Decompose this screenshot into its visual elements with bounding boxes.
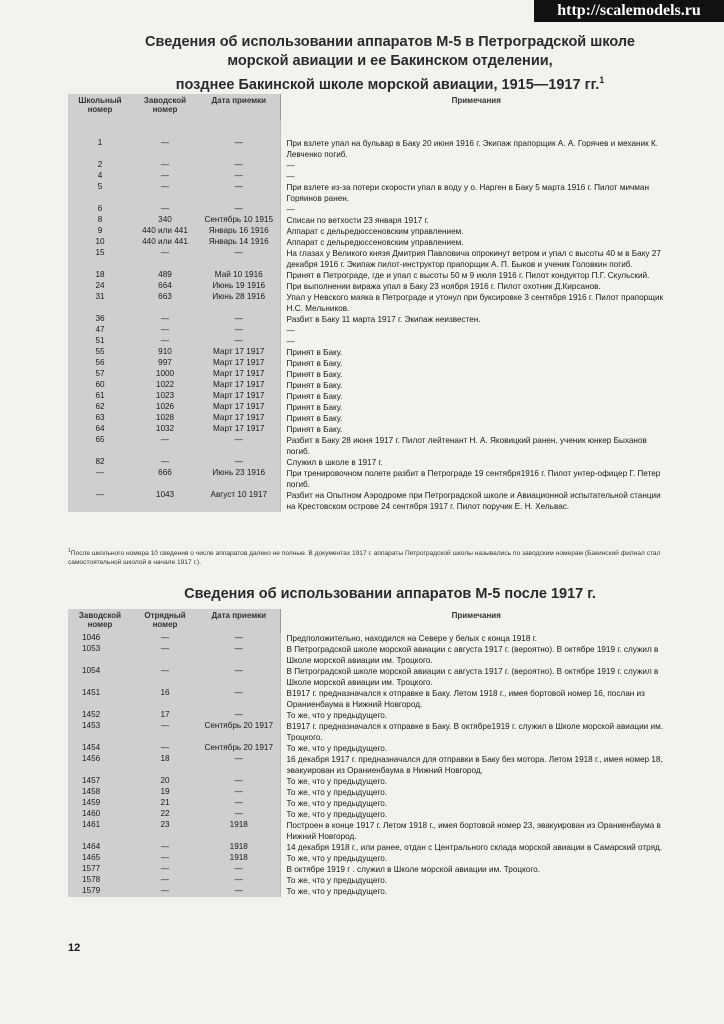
cell-c3: — (198, 171, 280, 182)
table-row (68, 171, 672, 182)
cell-c3: — (198, 688, 280, 710)
cell-c1: 18 (68, 270, 132, 281)
t1-header-school-no: Школьный номер (78, 96, 122, 114)
cell-c1: 61 (68, 391, 132, 402)
table-row (68, 787, 672, 798)
cell-c3: — (198, 314, 280, 325)
table-row (68, 688, 672, 710)
cell-c1: 64 (68, 424, 132, 435)
cell-c1: 1461 (68, 820, 132, 842)
cell-c3: Март 17 1917 (198, 424, 280, 435)
cell-c2: 18 (132, 754, 198, 776)
cell-c1: 6 (68, 204, 132, 215)
cell-c2: — (132, 314, 198, 325)
cell-c3: — (198, 325, 280, 336)
cell-note: Разбит на Опытном Аэродроме при Петроградской школе и Авиационной испытательной станции на Крестовском острове 24 сентября 1917 г. Пилот поручик Е. Н. Хельвас. (280, 490, 672, 512)
table-row (68, 424, 672, 435)
table-row (68, 204, 672, 215)
table-row (68, 633, 672, 644)
page-number: 12 (68, 942, 81, 954)
t1-header-date: Дата приемки (211, 96, 267, 105)
table-row (68, 875, 672, 886)
cell-note: То же, что у предыдущего. (280, 798, 672, 809)
cell-note: Построен в конце 1917 г. Летом 1918 г., имея бортовой номер 23, эвакуирован из Ораниенбаума в Нижний Новгород. (280, 820, 672, 842)
cell-c1: 1458 (68, 787, 132, 798)
cell-c3: — (198, 138, 280, 160)
title1-line3 (110, 71, 670, 95)
cell-c3: — (198, 457, 280, 468)
table-row (68, 182, 672, 204)
cell-c1: 1454 (68, 743, 132, 754)
t1-header-factory-no: Заводской номер (143, 96, 187, 114)
cell-c1: 9 (68, 226, 132, 237)
cell-c2: — (132, 204, 198, 215)
table-row (68, 457, 672, 468)
table1-spacer (68, 120, 672, 138)
cell-note: Аппарат с дельредюссеновским управлением. (280, 226, 672, 237)
cell-c3: Март 17 1917 (198, 347, 280, 358)
cell-c2: 440 или 441 (132, 237, 198, 248)
cell-note: Разбит в Баку 28 июня 1917 г. Пилот лейтенант Н. А. Яковицкий ранен, ученик юнкер Быханов погиб. (280, 435, 672, 457)
cell-c2: — (132, 435, 198, 457)
cell-c3: — (198, 633, 280, 644)
cell-c3: — (198, 182, 280, 204)
table-row (68, 358, 672, 369)
cell-c2: — (132, 743, 198, 754)
cell-c2: 440 или 441 (132, 226, 198, 237)
cell-c2: — (132, 864, 198, 875)
cell-c1: 1452 (68, 710, 132, 721)
table-row (68, 237, 672, 248)
table-row (68, 380, 672, 391)
cell-c3: Август 10 1917 (198, 490, 280, 512)
cell-c3: — (198, 864, 280, 875)
table-row (68, 644, 672, 666)
cell-c1: 8 (68, 215, 132, 226)
cell-note: То же, что у предыдущего. (280, 853, 672, 864)
cell-c3: Март 17 1917 (198, 413, 280, 424)
cell-c2: 23 (132, 820, 198, 842)
cell-note: Принят в Баку. (280, 358, 672, 369)
cell-note: Предположительно, находился на Севере у белых с конца 1918 г. (280, 633, 672, 644)
t2-header-unit-no: Отрядный номер (144, 611, 186, 629)
table-row (68, 281, 672, 292)
cell-c1: 2 (68, 160, 132, 171)
table-row (68, 743, 672, 754)
cell-c3: — (198, 798, 280, 809)
cell-note: При тренировочном полете разбит в Петрограде 19 сентября1916 г. Пилот унтер-офицер Г. Петер погиб. (280, 468, 672, 490)
cell-c1: — (68, 490, 132, 512)
title1-line3-text: позднее Бакинской школе морской авиации, 1915—1917 гг. (175, 76, 600, 93)
cell-c2: 666 (132, 468, 198, 490)
cell-note: При взлете упал на бульвар в Баку 20 июня 1916 г. Экипаж прапорщик А. А. Горячев и механик К. Левченко погиб. (280, 138, 672, 160)
table-row (68, 270, 672, 281)
table-row (68, 864, 672, 875)
table2-body (68, 633, 672, 897)
cell-c3: Май 10 1916 (198, 270, 280, 281)
cell-note: Принят в Баку. (280, 380, 672, 391)
title1-line1: Сведения об использовании аппаратов М-5 в Петроградской школе (145, 34, 635, 50)
cell-c2: — (132, 336, 198, 347)
table1 (68, 94, 672, 512)
footnote (68, 547, 668, 567)
table-row (68, 248, 672, 270)
cell-note: Принят в Баку. (280, 424, 672, 435)
cell-c1: 1054 (68, 666, 132, 688)
cell-note: То же, что у предыдущего. (280, 809, 672, 820)
t2-header-notes: Примечания (280, 609, 672, 633)
cell-c3: — (198, 710, 280, 721)
cell-c1: 36 (68, 314, 132, 325)
cell-c2: 19 (132, 787, 198, 798)
table-row (68, 490, 672, 512)
cell-c1: 1464 (68, 842, 132, 853)
cell-c2: — (132, 644, 198, 666)
cell-c1: 47 (68, 325, 132, 336)
cell-note: В Петроградской школе морской авиации с августа 1917 г. (вероятно). В октябре 1919 г. служил в Школе морской авиации им. Троцкого. (280, 666, 672, 688)
cell-c3: — (198, 248, 280, 270)
cell-note: — (280, 325, 672, 336)
cell-c1: 4 (68, 171, 132, 182)
cell-c3: — (198, 809, 280, 820)
cell-c2: 16 (132, 688, 198, 710)
cell-c1: 1046 (68, 633, 132, 644)
cell-c1: 5 (68, 182, 132, 204)
cell-c2: — (132, 721, 198, 743)
title1-footnote-mark: 1 (599, 75, 605, 85)
cell-note: — (280, 171, 672, 182)
cell-c3: — (198, 644, 280, 666)
cell-c2: — (132, 875, 198, 886)
cell-c3: — (198, 787, 280, 798)
table-row (68, 776, 672, 787)
cell-note: То же, что у предыдущего. (280, 710, 672, 721)
table-row (68, 314, 672, 325)
cell-c3: Январь 16 1916 (198, 226, 280, 237)
cell-note: Принят в Баку. (280, 369, 672, 380)
cell-note: Принят в Петрограде, где и упал с высоты 50 м 9 июля 1916 г. Пилот кондуктор П.Г. Скульский. (280, 270, 672, 281)
cell-note: Принят в Баку. (280, 413, 672, 424)
cell-c2: 489 (132, 270, 198, 281)
cell-c2: 1022 (132, 380, 198, 391)
cell-c2: — (132, 138, 198, 160)
cell-c2: — (132, 160, 198, 171)
cell-c3: 1918 (198, 853, 280, 864)
cell-c2: 20 (132, 776, 198, 787)
cell-c1: 1456 (68, 754, 132, 776)
cell-note: В октябре 1919 г . служил в Школе морской авиации им. Троцкого. (280, 864, 672, 875)
cell-c2: — (132, 325, 198, 336)
cell-c3: Январь 14 1916 (198, 237, 280, 248)
cell-c3: Март 17 1917 (198, 402, 280, 413)
cell-c1: 1460 (68, 809, 132, 820)
cell-c3: — (198, 754, 280, 776)
cell-c3: — (198, 776, 280, 787)
table-row (68, 853, 672, 864)
cell-note: При выполнении виража упал в Баку 23 ноября 1916 г. Пилот охотник Д.Кирсанов. (280, 281, 672, 292)
table-row (68, 886, 672, 897)
cell-c1: 56 (68, 358, 132, 369)
cell-c1: 57 (68, 369, 132, 380)
cell-c3: Март 17 1917 (198, 358, 280, 369)
cell-c2: — (132, 457, 198, 468)
cell-c2: 340 (132, 215, 198, 226)
cell-note: В1917 г. предназначался к отправке в Баку. Летом 1918 г., имея бортовой номер 16, послан из Ораниенбаума в Нижний Новгород. (280, 688, 672, 710)
table-row (68, 809, 672, 820)
cell-c2: 21 (132, 798, 198, 809)
table-row (68, 391, 672, 402)
table-row (68, 666, 672, 688)
cell-note: На глазах у Великого князя Дмитрия Павловича опрокинут ветром и упал с высоты 40 м в Баку 27 декабря 1916 г. Экипаж пилот-инструктор прапорщик А. П. Быков и ученик Головкин погиб. (280, 248, 672, 270)
cell-c1: 10 (68, 237, 132, 248)
table-row (68, 710, 672, 721)
cell-c3: — (198, 666, 280, 688)
cell-c1: 15 (68, 248, 132, 270)
table-row (68, 160, 672, 171)
cell-c3: Март 17 1917 (198, 380, 280, 391)
cell-c3: — (198, 875, 280, 886)
cell-note: В Петроградской школе морской авиации с августа 1917 г. (вероятно). В октябре 1919 г. служил в Школе морской авиации им. Троцкого. (280, 644, 672, 666)
cell-c2: 1028 (132, 413, 198, 424)
cell-c1: 1457 (68, 776, 132, 787)
cell-note: Принят в Баку. (280, 402, 672, 413)
cell-note: В1917 г. предназначался к отправке в Баку. В октябре1919 г. служил в Школе морской авиации им. Троцкого. (280, 721, 672, 743)
cell-c2: — (132, 633, 198, 644)
cell-c2: 663 (132, 292, 198, 314)
cell-c3: — (198, 435, 280, 457)
table-row (68, 292, 672, 314)
cell-c2: 22 (132, 809, 198, 820)
cell-c3: — (198, 160, 280, 171)
table-row (68, 325, 672, 336)
cell-c2: — (132, 182, 198, 204)
cell-note: Разбит в Баку 11 марта 1917 г. Экипаж неизвестен. (280, 314, 672, 325)
cell-note: — (280, 204, 672, 215)
cell-c3: Июнь 19 1916 (198, 281, 280, 292)
cell-note: Упал у Невского маяка в Петрограде и утонул при буксировке 3 сентября 1916 г. Пилот прапорщик Н.С. Мельников. (280, 292, 672, 314)
cell-c3: Июнь 23 1916 (198, 468, 280, 490)
cell-c2: — (132, 886, 198, 897)
cell-c3: — (198, 886, 280, 897)
t2-header-factory-no: Заводской номер (78, 611, 122, 629)
table-row (68, 138, 672, 160)
table2-title: Сведения об использовании аппаратов М-5 после 1917 г. (184, 586, 596, 602)
cell-c1: 1465 (68, 853, 132, 864)
table-row (68, 754, 672, 776)
cell-c2: — (132, 171, 198, 182)
cell-note: Принят в Баку. (280, 347, 672, 358)
table-row (68, 336, 672, 347)
cell-c1: 63 (68, 413, 132, 424)
cell-c2: 910 (132, 347, 198, 358)
cell-c1: 82 (68, 457, 132, 468)
cell-c1: 55 (68, 347, 132, 358)
table-row (68, 347, 672, 358)
cell-c3: 1918 (198, 820, 280, 842)
table-row (68, 842, 672, 853)
cell-c2: 1023 (132, 391, 198, 402)
cell-note: То же, что у предыдущего. (280, 886, 672, 897)
table-row (68, 402, 672, 413)
cell-note: Аппарат с дельредюссеновским управлением. (280, 237, 672, 248)
cell-c1: 1459 (68, 798, 132, 809)
cell-c2: — (132, 248, 198, 270)
cell-note: Принят в Баку. (280, 391, 672, 402)
cell-c2: 1026 (132, 402, 198, 413)
cell-note: То же, что у предыдущего. (280, 776, 672, 787)
cell-c2: 1000 (132, 369, 198, 380)
cell-note: Служил в школе в 1917 г. (280, 457, 672, 468)
cell-c1: 1578 (68, 875, 132, 886)
cell-note: — (280, 160, 672, 171)
cell-c1: 51 (68, 336, 132, 347)
cell-c3: — (198, 336, 280, 347)
cell-note: Списан по ветхости 23 января 1917 г. (280, 215, 672, 226)
table2-header-row (68, 609, 672, 633)
cell-c1: 1 (68, 138, 132, 160)
cell-c2: — (132, 666, 198, 688)
table2 (68, 609, 672, 897)
cell-c1: 24 (68, 281, 132, 292)
table-row (68, 215, 672, 226)
title1-line2: морской авиации и ее Бакинском отделении, (227, 53, 553, 69)
table-row (68, 369, 672, 380)
cell-c1: 62 (68, 402, 132, 413)
cell-c2: — (132, 842, 198, 853)
cell-c1: 65 (68, 435, 132, 457)
cell-c1: 1453 (68, 721, 132, 743)
watermark: http://scalemodels.ru (534, 0, 724, 22)
table-row (68, 798, 672, 809)
cell-note: — (280, 336, 672, 347)
cell-c1: 1577 (68, 864, 132, 875)
cell-c3: Июнь 28 1916 (198, 292, 280, 314)
cell-c2: 17 (132, 710, 198, 721)
table1-body (68, 120, 672, 512)
cell-c3: Март 17 1917 (198, 369, 280, 380)
footnote-mark: 1 (68, 548, 71, 554)
cell-c3: — (198, 204, 280, 215)
table-row (68, 226, 672, 237)
cell-c2: 997 (132, 358, 198, 369)
cell-c1: — (68, 468, 132, 490)
table-row (68, 413, 672, 424)
cell-c2: — (132, 853, 198, 864)
t1-header-notes: Примечания (280, 94, 672, 120)
t2-header-date: Дата приемки (211, 611, 267, 620)
table-row (68, 468, 672, 490)
cell-note: То же, что у предыдущего. (280, 875, 672, 886)
cell-c2: 664 (132, 281, 198, 292)
table-row (68, 820, 672, 842)
cell-note: То же, что у предыдущего. (280, 743, 672, 754)
cell-c3: Сентябрь 20 1917 (198, 743, 280, 754)
cell-c3: 1918 (198, 842, 280, 853)
cell-c2: 1043 (132, 490, 198, 512)
cell-c3: Март 17 1917 (198, 391, 280, 402)
cell-note: То же, что у предыдущего. (280, 787, 672, 798)
cell-c1: 31 (68, 292, 132, 314)
cell-note: При взлете из-за потери скорости упал в воду у о. Нарген в Баку 5 марта 1916 г. Пилот мичман Горяинов ранен. (280, 182, 672, 204)
cell-c2: 1032 (132, 424, 198, 435)
cell-c1: 60 (68, 380, 132, 391)
cell-c1: 1451 (68, 688, 132, 710)
cell-c1: 1579 (68, 886, 132, 897)
cell-c3: Сентябрь 10 1915 (198, 215, 280, 226)
table-row (68, 721, 672, 743)
cell-c1: 1053 (68, 644, 132, 666)
footnote-text: После школьного номера 10 сведения о числе аппаратов далеко не полные. В документах 1917 г. аппараты Петроградской школы назывались по заводским номерам (Бакинский филиал стал самостоятельной школой в начале 1917 г.). (68, 550, 661, 567)
table-row (68, 435, 672, 457)
cell-note: 14 декабря 1918 г., или ранее, отдан с Центрального склада морской авиации в Самарский отряд. (280, 842, 672, 853)
cell-note: 16 декабря 1917 г. предназначался для отправки в Баку без мотора. Летом 1918 г., имея номер 18, эвакуирован из Ораниенбаума в Нижний Новгород. (280, 754, 672, 776)
table1-header-row (68, 94, 672, 120)
cell-c3: Сентябрь 20 1917 (198, 721, 280, 743)
table1-title (110, 33, 670, 95)
